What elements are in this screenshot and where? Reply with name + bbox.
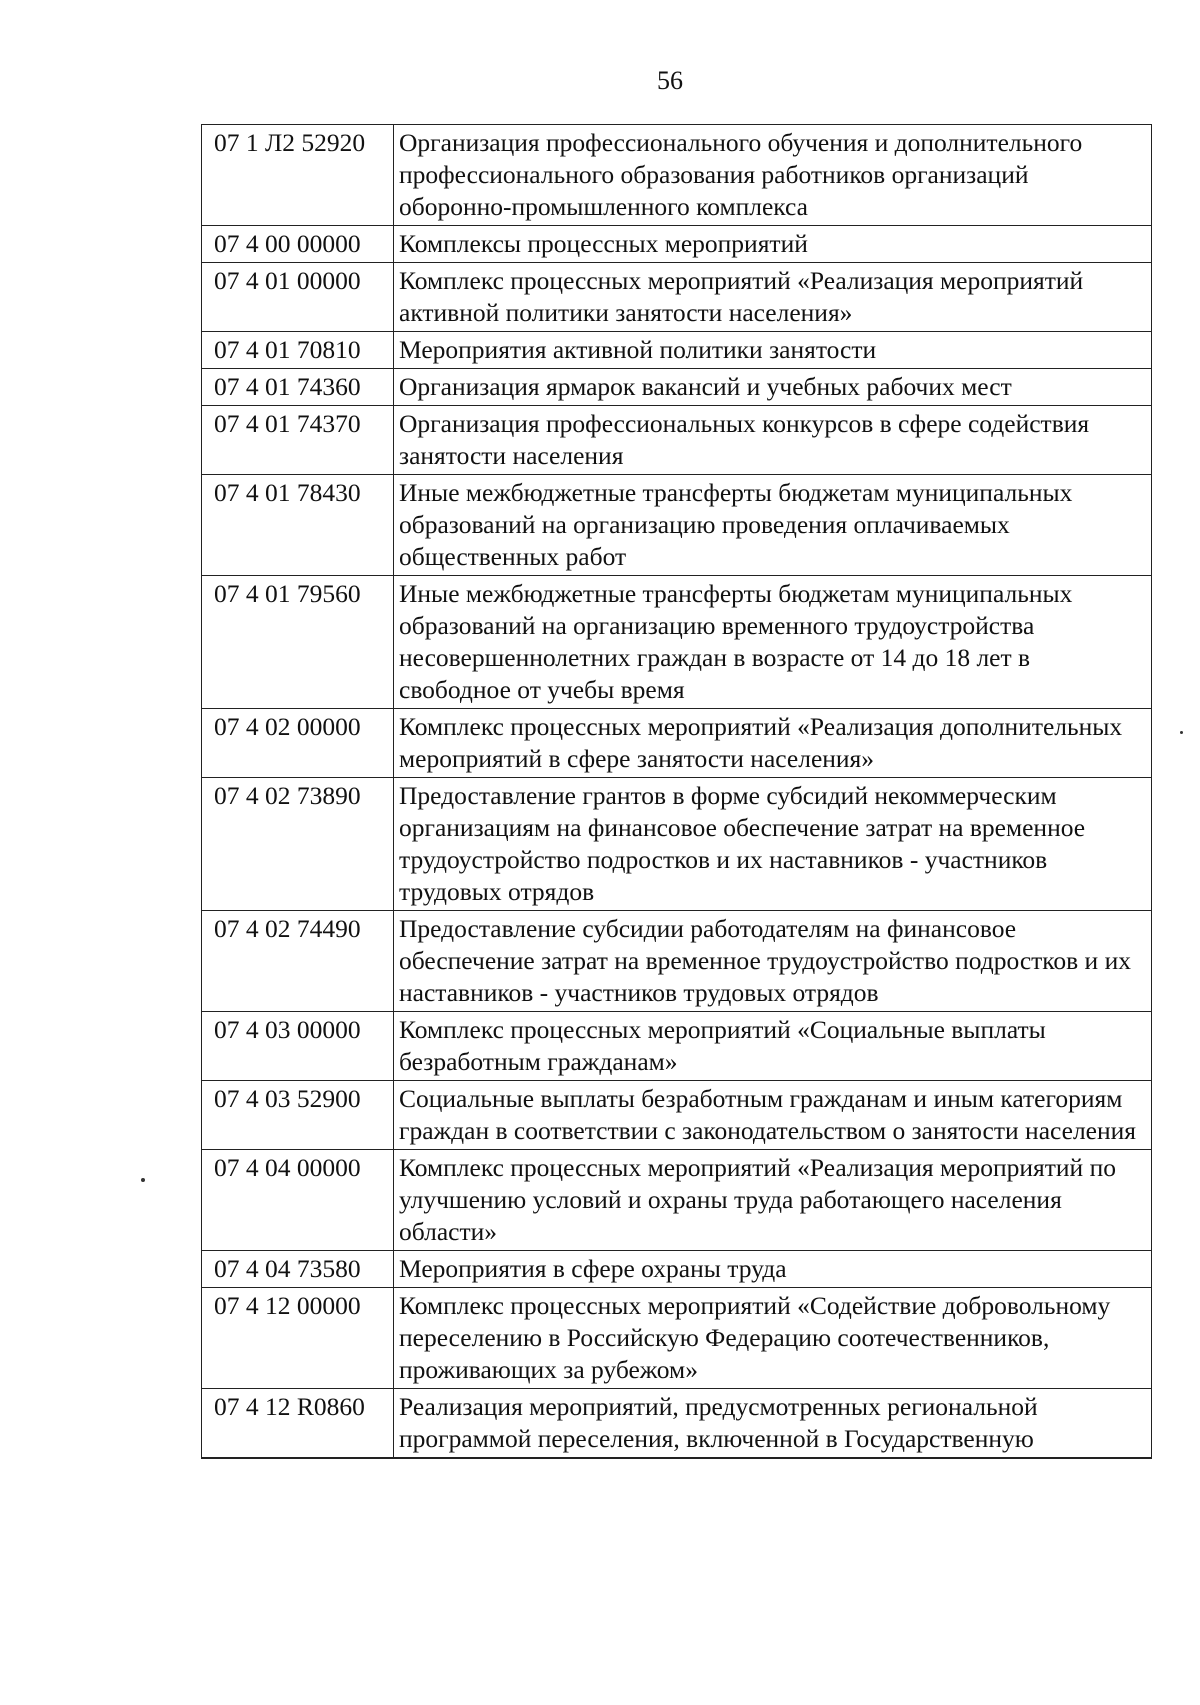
code-cell: 07 4 02 73890 <box>202 778 394 911</box>
table-row <box>202 1081 1152 1150</box>
code-cell: 07 4 12 00000 <box>202 1288 394 1389</box>
table-row <box>202 263 1152 332</box>
description-cell: Комплекс процессных мероприятий «Реализация мероприятий по улучшению условий и охраны труда работающего населения области» <box>394 1150 1152 1251</box>
code-cell: 07 4 01 74370 <box>202 406 394 475</box>
table-row <box>202 1288 1152 1389</box>
code-cell: 07 1 Л2 52920 <box>202 125 394 226</box>
table-row <box>202 226 1152 263</box>
code-cell: 07 4 01 79560 <box>202 576 394 709</box>
table-row <box>202 709 1152 778</box>
description-cell: Организация профессионального обучения и дополнительного профессионального образования работников организаций оборонно-промышленного комплекса <box>394 125 1152 226</box>
description-cell: Комплекс процессных мероприятий «Содействие добровольному переселению в Российскую Федерацию соотечественников, проживающих за рубежом» <box>394 1288 1152 1389</box>
code-cell: 07 4 12 R0860 <box>202 1389 394 1459</box>
code-cell: 07 4 01 78430 <box>202 475 394 576</box>
description-cell: Мероприятия в сфере охраны труда <box>394 1251 1152 1288</box>
code-cell: 07 4 03 52900 <box>202 1081 394 1150</box>
description-cell: Комплекс процессных мероприятий «Социальные выплаты безработным гражданам» <box>394 1012 1152 1081</box>
description-cell: Организация ярмарок вакансий и учебных рабочих мест <box>394 369 1152 406</box>
code-cell: 07 4 00 00000 <box>202 226 394 263</box>
description-cell: Реализация мероприятий, предусмотренных региональной программой переселения, включенной в Государственную <box>394 1389 1152 1459</box>
code-cell: 07 4 01 74360 <box>202 369 394 406</box>
table-row <box>202 911 1152 1012</box>
table-row <box>202 1251 1152 1288</box>
code-cell: 07 4 02 00000 <box>202 709 394 778</box>
table-row <box>202 332 1152 369</box>
scan-speck <box>1180 731 1183 734</box>
page-number: 56 <box>657 66 683 95</box>
description-cell: Социальные выплаты безработным гражданам и иным категориям граждан в соответствии с законодательством о занятости населения <box>394 1081 1152 1150</box>
code-cell: 07 4 04 73580 <box>202 1251 394 1288</box>
scan-speck <box>141 1178 145 1182</box>
table-row <box>202 1012 1152 1081</box>
table-row <box>202 369 1152 406</box>
code-cell: 07 4 01 70810 <box>202 332 394 369</box>
description-cell: Комплекс процессных мероприятий «Реализация мероприятий активной политики занятости населения» <box>394 263 1152 332</box>
table-row <box>202 406 1152 475</box>
description-cell: Комплекс процессных мероприятий «Реализация дополнительных мероприятий в сфере занятости населения» <box>394 709 1152 778</box>
description-cell: Иные межбюджетные трансферты бюджетам муниципальных образований на организацию временного трудоустройства несовершеннолетних граждан в возрасте от 14 до 18 лет в свободное от учебы время <box>394 576 1152 709</box>
code-cell: 07 4 04 00000 <box>202 1150 394 1251</box>
budget-code-table <box>201 124 1152 1459</box>
code-cell: 07 4 02 74490 <box>202 911 394 1012</box>
code-cell: 07 4 03 00000 <box>202 1012 394 1081</box>
table-row <box>202 778 1152 911</box>
code-cell: 07 4 01 00000 <box>202 263 394 332</box>
table-row <box>202 1389 1152 1459</box>
description-cell: Организация профессиональных конкурсов в сфере содействия занятости населения <box>394 406 1152 475</box>
description-cell: Предоставление субсидии работодателям на финансовое обеспечение затрат на временное трудоустройство подростков и их наставников - участников трудовых отрядов <box>394 911 1152 1012</box>
table-row <box>202 576 1152 709</box>
description-cell: Мероприятия активной политики занятости <box>394 332 1152 369</box>
description-cell: Комплексы процессных мероприятий <box>394 226 1152 263</box>
description-cell: Иные межбюджетные трансферты бюджетам муниципальных образований на организацию проведения оплачиваемых общественных работ <box>394 475 1152 576</box>
table-row <box>202 125 1152 226</box>
table-row <box>202 1150 1152 1251</box>
description-cell: Предоставление грантов в форме субсидий некоммерческим организациям на финансовое обеспечение затрат на временное трудоустройство подростков и их наставников - участников трудовых отрядов <box>394 778 1152 911</box>
table-row <box>202 475 1152 576</box>
